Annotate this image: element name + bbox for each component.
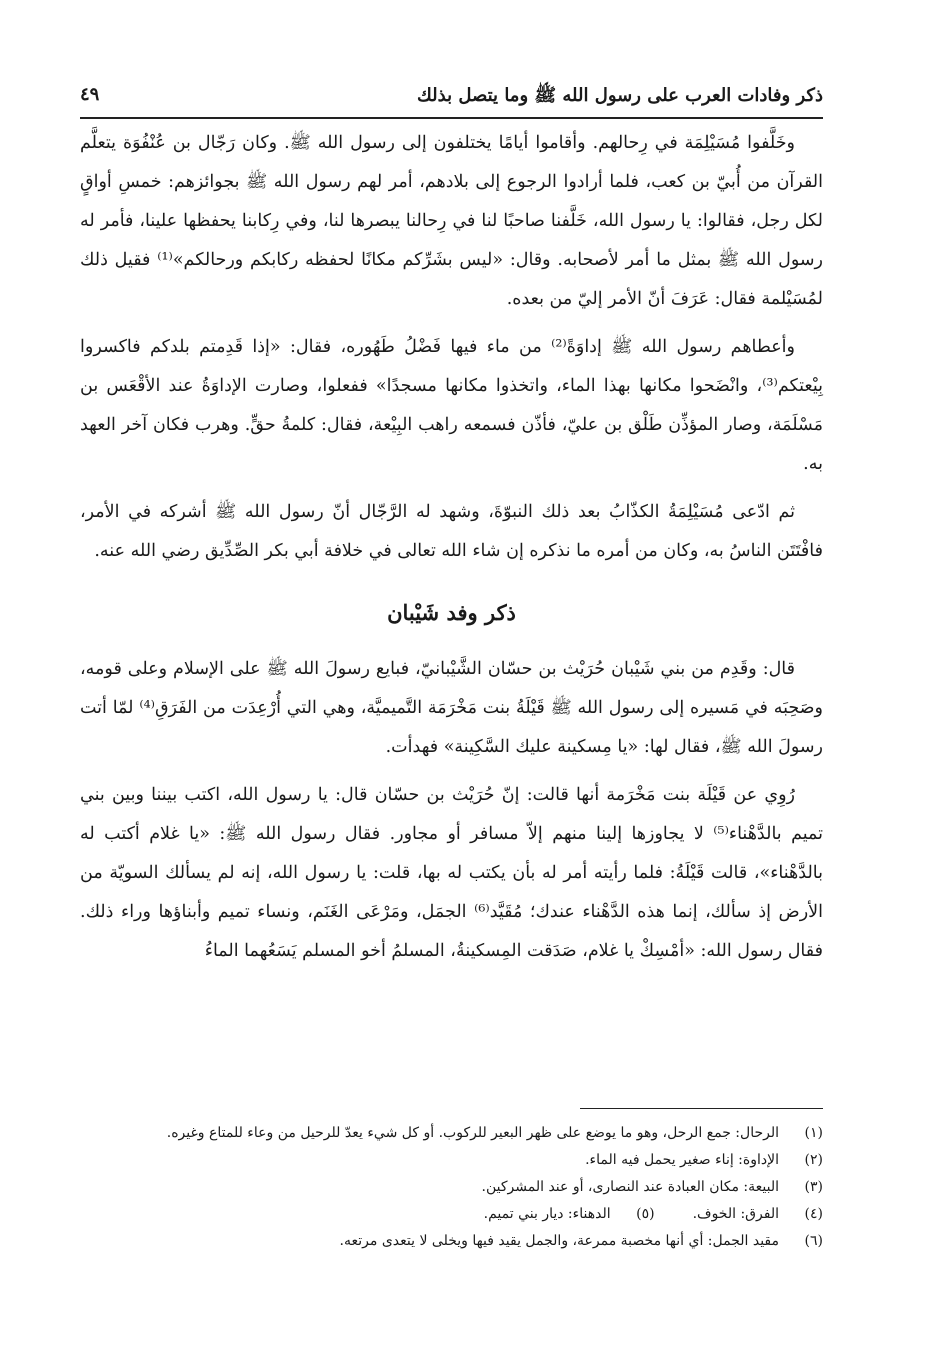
paragraph: رُوِي عن قَيْلَة بنت مَخْرَمة أنها قالت: إنّ حُرَيْث بن حسّان قال: يا رسول الله، اكتب بيننا وبين بني تميم بالدَّهْناء⁽⁵⁾ لا يجاوزها إلينا منهم إلاّ مسافر أو مجاور. فقال رسول الله ﷺ: «يا غلام أكتب له بالدَّهْناء»، قالت قَيْلَةُ: فلما رأيته أمر له بأن يكتب له بها، قلت: يا رسول الله، إنه لم يسألك السويّة من الأرض إذ سألك، إنما هذه الدَّهْناء عندك؛ مُقَيَّد⁽⁶⁾ الجمَل، ومَرْعَى الغَنَم، ونساء تميم وأبناؤها وراء ذلك. فقال رسول الله: «أمْسِكْ يا غلام، صَدَقت المِسكينةُ، المسلمُ أخو المسلم يَسَعُهما الماءُ	[80, 785, 823, 961]
footnote-number: (٦)	[804, 1233, 823, 1249]
footnote-number: (٣)	[804, 1179, 823, 1195]
footnote-text: البيعة: مكان العبادة عند النصارى، أو عند المشركين.	[481, 1179, 779, 1195]
footnote	[80, 1174, 823, 1201]
footnote	[80, 1228, 823, 1255]
footnote-text: الإداوة: إناء صغير يحمل فيه الماء.	[585, 1152, 779, 1168]
footnote-text: الرحال: جمع الرحل، وهو ما يوضع على ظهر البعير للركوب. أو كل شيء يعدّ للرحيل من وعاء للمتاع وغيره.	[166, 1125, 779, 1141]
footnote-number: (٢)	[804, 1152, 823, 1168]
footnote-text: الدهناء: ديار بني تميم.	[483, 1206, 611, 1222]
section-title: ذكر وفد شَيْبان	[387, 600, 516, 625]
paragraph: وأعطاهم رسول الله ﷺ إداوَةً⁽²⁾ من ماء فيها فَضْلُ طَهُوره، فقال: «إذا قَدِمتم بلدكم فاكسروا بِيْعتكم⁽³⁾، وانْضَحوا مكانها بهذا الماء، واتخذوا مكانها مسجدًا» ففعلوا، وصارت الإداوَةُ عند الأقْعَس بن مَسْلَمَة، وصار المؤذِّن طَلْق بن عليّ، فأذّن فسمعه راهب البِيْعة، فقال: كلمةُ حقٍّ. وهرب فكان آخر العهد به.	[80, 337, 823, 474]
body-text	[80, 124, 823, 980]
paragraph: قال: وقَدِم من بني شَيْبان حُرَيْث بن حسّان الشَّيْبانيّ، فبايع رسولَ الله ﷺ على الإسلام وعلى قومه، وصَحِبَه في مَسيره إلى رسول الله ﷺ قَيْلَةُ بنت مَخْرَمَة التَّميميَّة، وهي التي أُرْعِدَت من الفَرَقِ⁽⁴⁾ لمّا أتت رسولَ الله ﷺ، فقال لها: «يا مِسكينة عليك السَّكِينة» فهدأت.	[80, 659, 823, 757]
running-title: ذكر وفادات العرب على رسول الله ﷺ وما يتصل بذلك	[416, 85, 823, 106]
page-header	[80, 80, 823, 114]
footnote	[80, 1147, 823, 1174]
paragraph: وخَلَّفوا مُسَيْلِمَة في رِحالهم. وأقاموا أيامًا يختلفون إلى رسول الله ﷺ. وكان رَجّال بن عُنْفُوَة يتعلَّم القرآن من أُبيّ بن كعب، فلما أرادوا الرجوع إلى بلادهم، أمر لهم رسول الله ﷺ بجوائزهم: خمسِ أواقٍ لكل رجل، فقالوا: يا رسول الله، خَلَّفنا صاحبًا لنا في رِحالنا يبصرها لنا، وفي رِكابنا يحفظها علينا، فأمر له رسول الله ﷺ بمثل ما أمر لأصحابه. وقال: «ليس بشَرِّكم مكانًا لحفظه ركابكم ورحالكم»⁽¹⁾ فقيل ذلك لمُسَيْلمة فقال: عَرَفَ أنّ الأمر إليّ من بعده.	[80, 133, 823, 309]
footnote-text: الفرق: الخوف.	[692, 1206, 779, 1222]
footnote-row	[80, 1201, 823, 1228]
page-number: ٤٩	[80, 84, 100, 105]
footnote-number: (٤)	[804, 1206, 823, 1222]
footnote	[484, 1201, 655, 1228]
footnote-number: (١)	[804, 1125, 823, 1141]
footnote	[80, 1120, 823, 1147]
footnote-text: مقيد الجمل: أي أنها مخصبة ممرعة، والجمل يقيد فيها ويخلى لا يتعدى مرتعه.	[339, 1233, 779, 1249]
footnote-rule	[580, 1108, 823, 1109]
footnote	[693, 1201, 823, 1228]
header-rule	[80, 117, 823, 119]
footnotes	[80, 1120, 823, 1255]
footnote-number: (٥)	[636, 1206, 655, 1222]
paragraph: ثم ادّعى مُسَيْلِمَةُ الكذّابُ بعد ذلك النبوّةَ، وشهد له الرَّجّال أنّ رسول الله ﷺ أشركه في الأمر، فافْتَتَن الناسُ به، وكان من أمره ما نذكره إن شاء الله تعالى في خلافة أبي بكر الصِّدِّيق رضي الله عنه.	[80, 502, 823, 561]
